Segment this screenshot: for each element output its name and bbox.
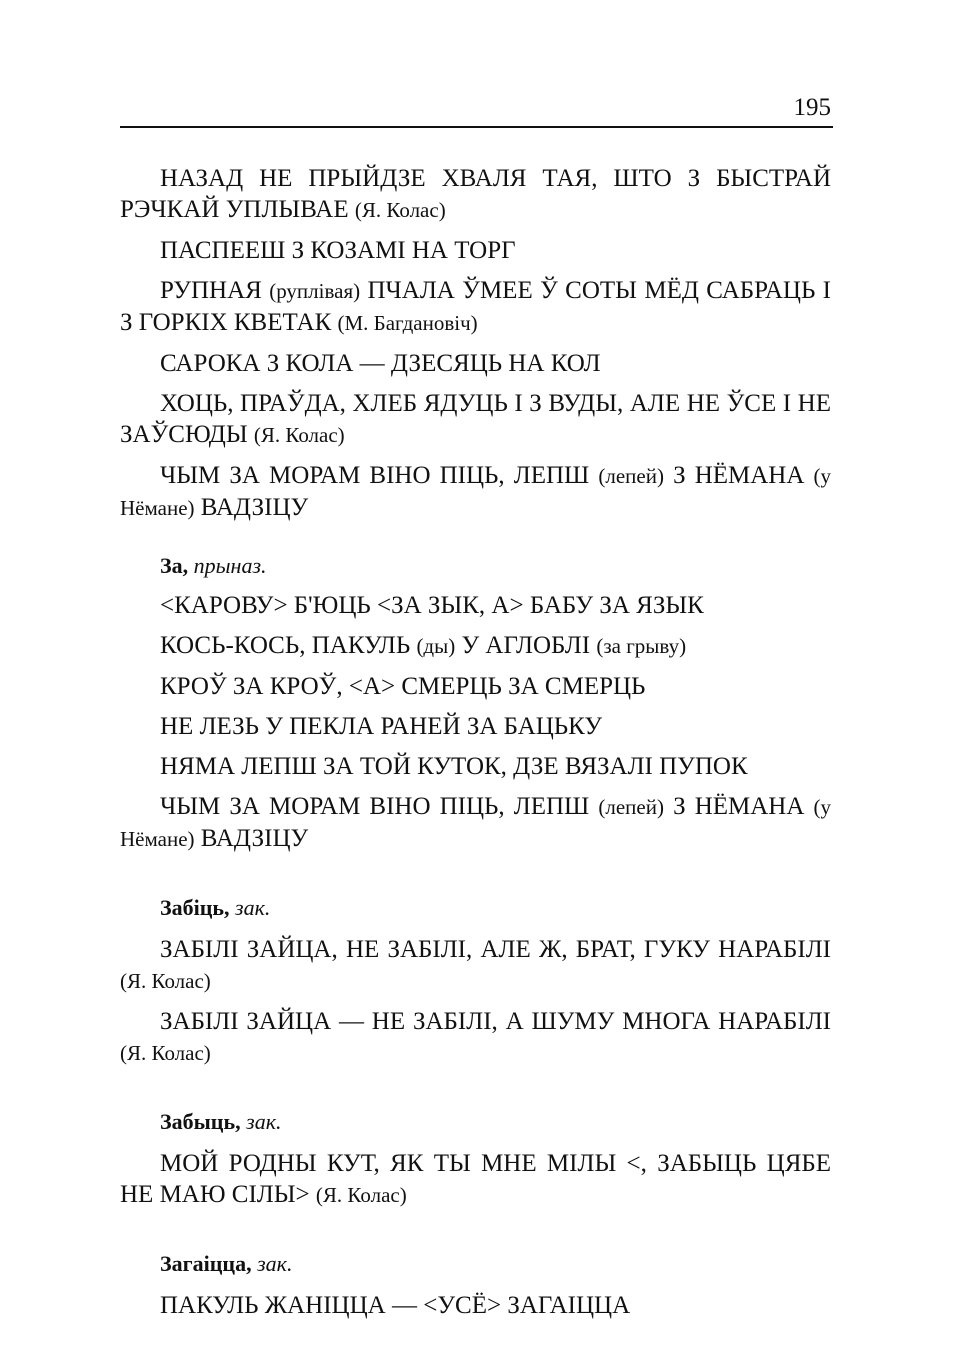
proverb-text: ПАСПЕЕШ З КОЗАМІ НА ТОРГ [160,237,516,264]
part-of-speech: зак. [235,895,271,920]
entry-heading [120,552,831,580]
proverb-entry [120,275,831,339]
proverb-entry [120,388,831,451]
proverb-entry [120,711,831,742]
page-content [120,163,831,1321]
proverb-text: КОСЬ-КОСЬ, ПАКУЛЬ [160,632,411,659]
part-of-speech: зак. [257,1251,293,1276]
proverb-entry [120,1006,831,1069]
proverb-source: (Я. Колас) [315,1183,407,1207]
proverb-variant: (лепей) [598,795,664,819]
proverb-text: САРОКА З КОЛА — ДЗЕСЯЦЬ НА КОЛ [160,350,601,377]
proverb-source: (Я. Колас) [120,969,211,993]
entry-heading [120,1250,831,1278]
proverb-entry [120,460,831,524]
proverb-text: ПЧАЛА ЎМЕЕ Ў СОТЫ МЁД САБРАЦЬ І З ГОРКІХ КВЕТАК [120,277,832,336]
proverb-text: ЧЫМ ЗА МОРАМ ВІНО ПІЦЬ, ЛЕПШ [160,793,590,820]
proverb-entry [120,1290,831,1321]
proverb-variant: (лепей) [598,464,664,488]
proverb-text: НЯМА ЛЕПШ ЗА ТОЙ КУТОК, ДЗЕ ВЯЗАЛІ ПУПОК [160,753,748,780]
page-number: 195 [793,94,831,121]
proverb-variant: (руплівая) [269,279,361,303]
proverb-entry [120,791,831,855]
proverb-text: НАЗАД НЕ ПРЫЙДЗЕ ХВАЛЯ ТАЯ, ШТО З БЫСТРАЙ РЭЧКАЙ УПЛЫВАЕ [120,165,831,223]
proverb-entry [120,630,831,662]
proverb-source: (Я. Колас) [253,423,345,447]
proverb-text: ВАДЗІЦУ [200,825,309,852]
proverb-entry [120,1148,831,1211]
entry-heading [120,894,831,922]
proverb-text: ПАКУЛЬ ЖАНІЦЦА — <УСЁ> ЗАГАІЦЦА [160,1292,631,1319]
proverb-text: РУПНАЯ [160,277,262,304]
proverb-entry [120,163,831,226]
headword: Загаіцца, [160,1251,252,1276]
proverb-text: КРОЎ ЗА КРОЎ, <А> СМЕРЦЬ ЗА СМЕРЦЬ [160,673,646,700]
proverb-source: (Я. Колас) [354,198,446,222]
headword: За, [160,553,189,578]
header-rule [120,126,833,128]
proverb-entry [120,751,831,782]
proverb-text: НЕ ЛЕЗЬ У ПЕКЛА РАНЕЙ ЗА БАЦЬКУ [160,713,603,740]
proverb-source: (Я. Колас) [120,1041,211,1065]
proverb-entry [120,348,831,379]
proverb-text: МОЙ РОДНЫ КУТ, ЯК ТЫ МНЕ МІЛЫ <, ЗАБЫЦЬ ЦЯБЕ НЕ МАЮ СІЛЫ> [120,1150,831,1208]
proverb-text: З НЁМАНА [673,793,805,820]
proverb-text: ЧЫМ ЗА МОРАМ ВІНО ПІЦЬ, ЛЕПШ [160,462,590,489]
part-of-speech: прыназ. [193,553,267,578]
proverb-variant: (за грыву) [596,634,687,658]
entry-heading [120,1108,831,1136]
proverb-source: (М. Багдановіч) [337,311,478,335]
proverb-variant: (у Нёмане) [120,795,832,851]
headword: Забыць, [160,1109,241,1134]
part-of-speech: зак. [246,1109,282,1134]
proverb-text: ХОЦЬ, ПРАЎДА, ХЛЕБ ЯДУЦЬ І З ВУДЫ, АЛЕ НЕ ЎСЕ І НЕ ЗАЎСЮДЫ [120,390,831,448]
proverb-entry [120,934,831,997]
proverb-text: <КАРОВУ> Б'ЮЦЬ <ЗА ЗЫК, А> БАБУ ЗА ЯЗЫК [160,592,704,619]
proverb-text: ЗАБІЛІ ЗАЙЦА — НЕ ЗАБІЛІ, А ШУМУ МНОГА НАРАБІЛІ [160,1008,831,1035]
proverb-text: ВАДЗІЦУ [200,494,309,521]
proverb-text: ЗАБІЛІ ЗАЙЦА, НЕ ЗАБІЛІ, АЛЕ Ж, БРАТ, ГУКУ НАРАБІЛІ [160,936,831,963]
proverb-text: У АГЛОБЛІ [461,632,591,659]
proverb-entry [120,235,831,266]
proverb-entry [120,590,831,621]
proverb-entry [120,671,831,702]
proverb-variant: (у Нёмане) [120,464,832,520]
proverb-text: З НЁМАНА [673,462,805,489]
headword: Забіць, [160,895,230,920]
proverb-variant: (ды) [416,634,456,658]
